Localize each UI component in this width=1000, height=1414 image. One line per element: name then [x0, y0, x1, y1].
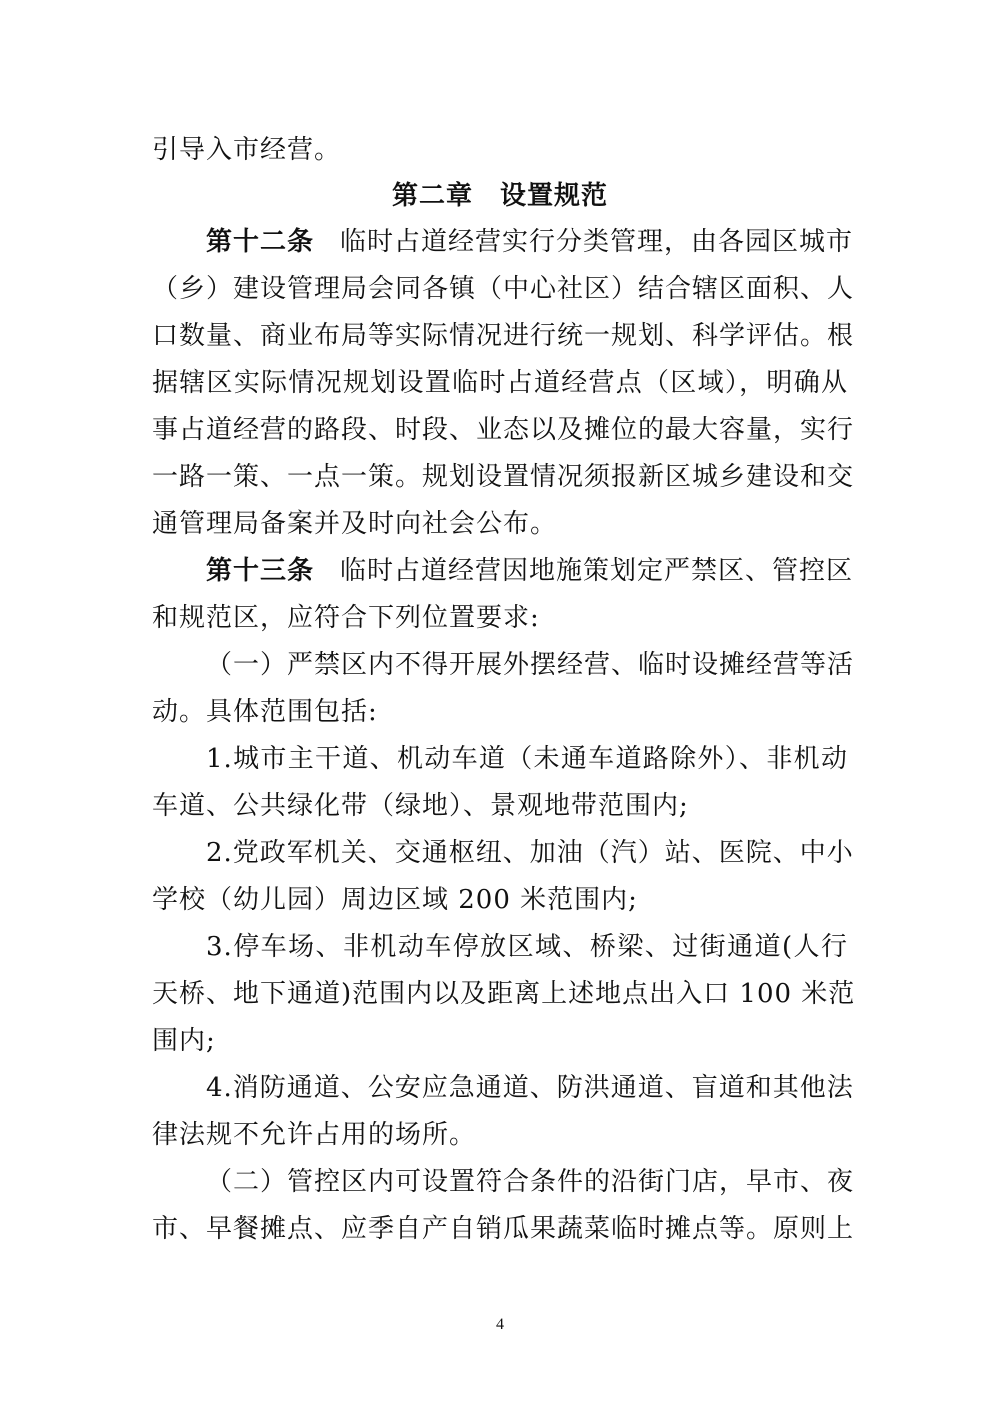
text-line-17: 3.停车场、非机动车停放区域、桥梁、过街通道(人行 [206, 932, 848, 962]
text-line-23: 市、早餐摊点、应季自产自销瓜果蔬菜临时摊点等。原则上 [152, 1214, 855, 1244]
text-line-19: 围内; [152, 1026, 216, 1056]
text-line-7: 一路一策、一点一策。规划设置情况须报新区城乡建设和交 [152, 462, 855, 492]
text-line-3: （乡）建设管理局会同各镇（中心社区）结合辖区面积、人 [152, 274, 855, 304]
text-line-1: 引导入市经营。 [152, 135, 342, 165]
article-12-label: 第十二条 [206, 227, 315, 257]
text-line-10: 和规范区，应符合下列位置要求: [152, 603, 540, 633]
text-line-11: （一）严禁区内不得开展外摆经营、临时设摊经营等活 [206, 650, 855, 680]
article-12-line-1 [206, 219, 854, 266]
text-line-13: 1.城市主干道、机动车道（未通车道路除外）、非机动 [206, 744, 848, 774]
text-line-6: 事占道经营的路段、时段、业态以及摊位的最大容量，实行 [152, 415, 855, 445]
chapter-title: 第二章 设置规范 [391, 181, 608, 211]
text-line-16: 学校（幼儿园）周边区域 200 米范围内; [152, 885, 638, 915]
article-12-text: 临时占道经营实行分类管理，由各园区城市 [340, 227, 854, 257]
text-line-18: 天桥、地下通道)范围内以及距离上述地点出入口 100 米范 [152, 979, 856, 1009]
text-line-12: 动。具体范围包括: [152, 697, 378, 727]
text-line-22: （二）管控区内可设置符合条件的沿街门店，早市、夜 [206, 1167, 855, 1197]
text-line-5: 据辖区实际情况规划设置临时占道经营点（区域），明确从 [152, 368, 848, 398]
text-line-14: 车道、公共绿化带（绿地）、景观地带范围内; [152, 791, 689, 821]
article-13-label: 第十三条 [206, 556, 315, 586]
text-line-15: 2.党政军机关、交通枢纽、加油（汽）站、医院、中小 [206, 838, 854, 868]
page-number: 4 [496, 1316, 504, 1333]
text-line-4: 口数量、商业布局等实际情况进行统一规划、科学评估。根 [152, 321, 855, 351]
text-line-21: 律法规不允许占用的场所。 [152, 1120, 477, 1150]
article-13-line-1 [206, 548, 854, 595]
text-line-20: 4.消防通道、公安应急通道、防洪通道、盲道和其他法 [206, 1073, 854, 1103]
article-13-text: 临时占道经营因地施策划定严禁区、管控区 [340, 556, 854, 586]
text-line-8: 通管理局备案并及时向社会公布。 [152, 509, 558, 539]
